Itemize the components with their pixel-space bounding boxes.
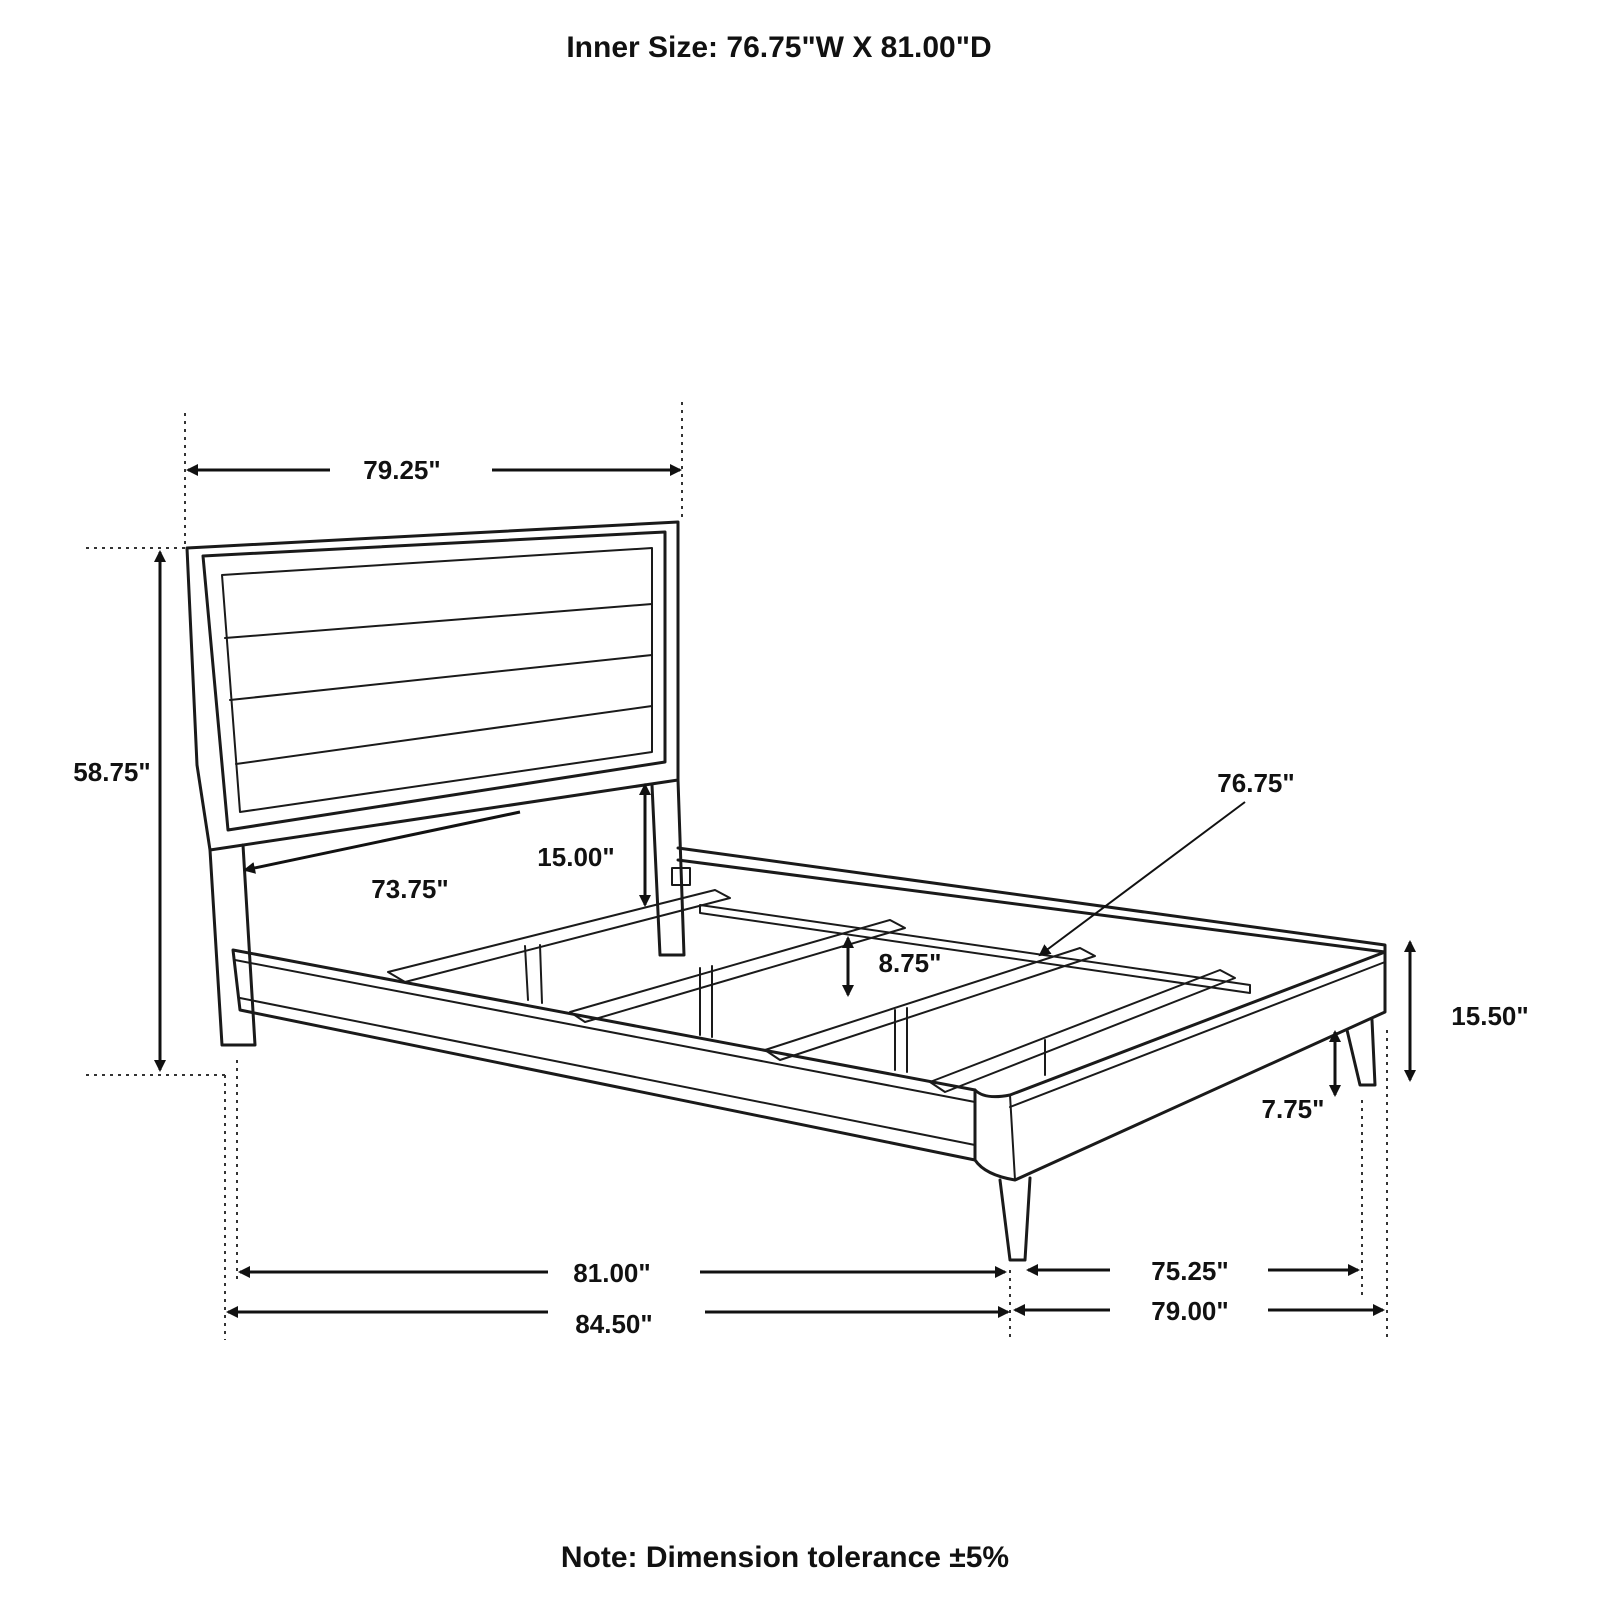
label-slat-height: 8.75" bbox=[878, 948, 942, 978]
tolerance-note: Note: Dimension tolerance ±5% bbox=[560, 1541, 1010, 1574]
label-overall-length: 84.50" bbox=[575, 1309, 653, 1339]
headboard-outer bbox=[187, 522, 678, 850]
headboard-left-leg bbox=[210, 845, 255, 1045]
support-post bbox=[540, 945, 542, 1003]
headboard-panel bbox=[222, 548, 652, 812]
label-headboard-inner-width: 73.75" bbox=[371, 874, 449, 904]
pointer-inner-width bbox=[1040, 802, 1245, 955]
front-left-leg bbox=[1000, 1178, 1030, 1260]
label-headboard-clearance: 15.00" bbox=[537, 842, 615, 872]
footboard-top-edge bbox=[1010, 962, 1385, 1107]
headboard-slat-line bbox=[230, 655, 652, 700]
dimension-labels bbox=[73, 455, 1528, 1339]
front-right-leg bbox=[1347, 1020, 1375, 1085]
label-headboard-width: 79.25" bbox=[363, 455, 441, 485]
dimension-arrows bbox=[160, 470, 1410, 1312]
headboard-slat-line bbox=[236, 706, 652, 764]
inner-size-title: Inner Size: 76.75"W X 81.00"D bbox=[566, 31, 992, 64]
bed-illustration bbox=[187, 522, 1385, 1260]
label-overall-width: 79.00" bbox=[1151, 1296, 1229, 1326]
label-leg-height: 7.75" bbox=[1261, 1094, 1325, 1124]
label-inner-width: 76.75" bbox=[1217, 768, 1295, 798]
label-inner-width-base: 75.25" bbox=[1151, 1256, 1229, 1286]
footboard-vertical-edge bbox=[1010, 1095, 1015, 1180]
label-inner-length: 81.00" bbox=[573, 1258, 651, 1288]
headboard-slat-line bbox=[225, 604, 652, 638]
center-rail bbox=[700, 905, 1250, 993]
support-post bbox=[525, 946, 528, 1000]
slat bbox=[930, 970, 1235, 1092]
label-footboard-height: 15.50" bbox=[1451, 1001, 1529, 1031]
right-side-rail bbox=[678, 848, 1385, 952]
headboard-frame-inner bbox=[203, 532, 665, 830]
label-overall-height: 58.75" bbox=[73, 757, 151, 787]
